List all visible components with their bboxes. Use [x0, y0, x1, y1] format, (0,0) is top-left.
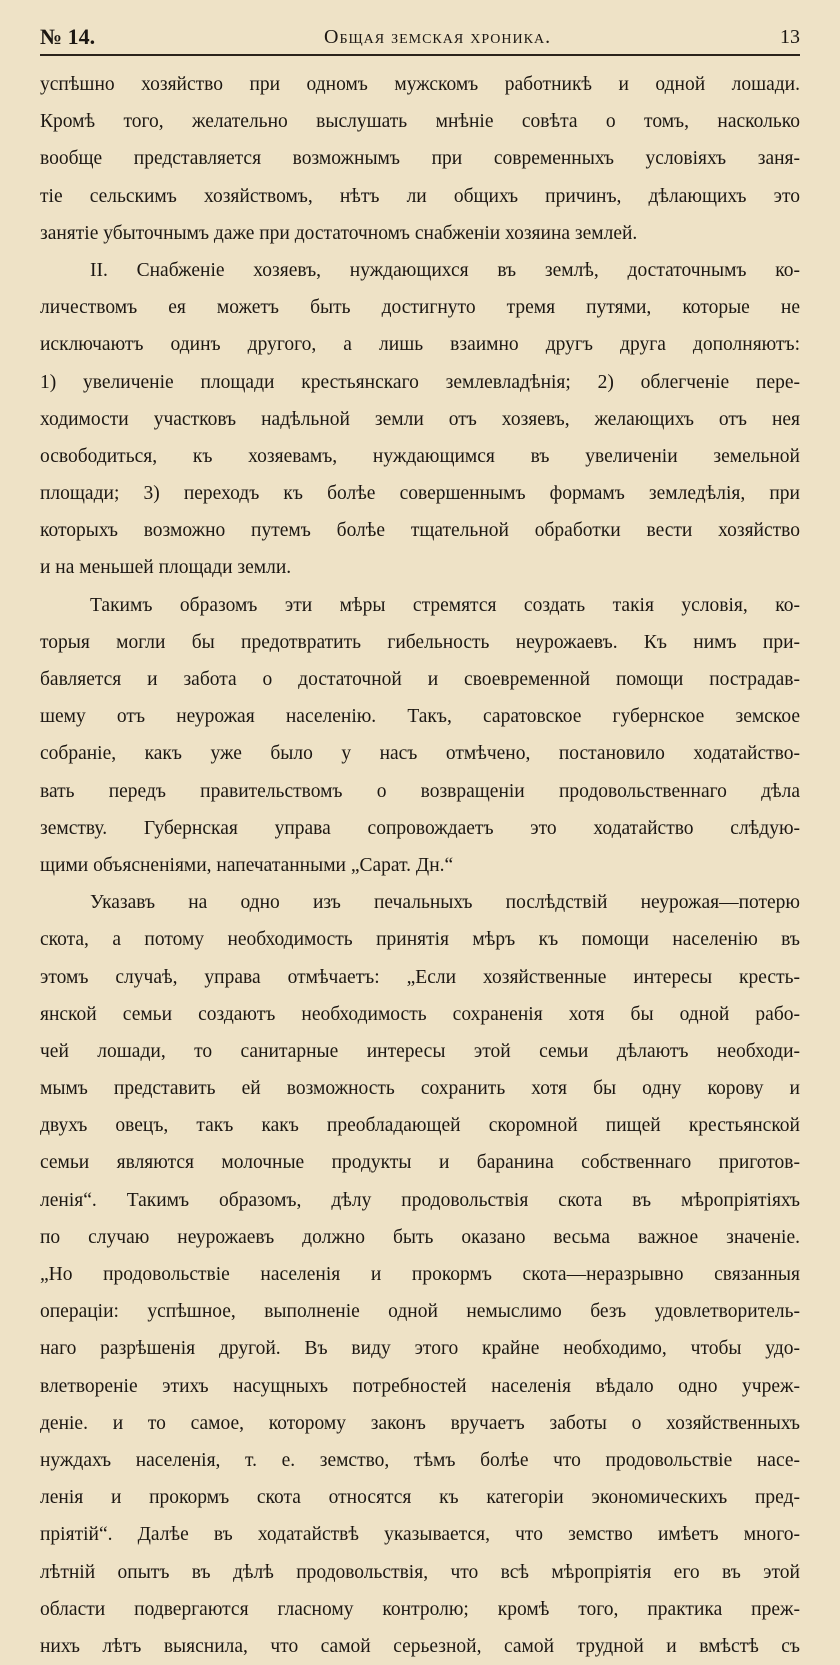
page-number: 13 [780, 25, 800, 48]
text-line: пріятій“. Далѣе въ ходатайствѣ указывается, что земство имѣетъ много- [40, 1524, 800, 1546]
text-line: личествомъ ея можетъ быть достигнуто тремя путями, которые не [40, 297, 800, 319]
text-line: Кромѣ того, желательно выслушать мнѣніе совѣта о томъ, насколько [40, 111, 800, 133]
text-line: влетвореніе этихъ насущныхъ потребностей населенія вѣдало одно учреж- [40, 1375, 800, 1397]
text-line: ленія и прокормъ скота относятся къ категоріи экономическихъ пред- [40, 1487, 800, 1509]
text-line: вообще представляется возможнымъ при современныхъ условіяхъ заня- [40, 148, 800, 170]
text-line: занятіе убыточнымъ даже при достаточномъ снабженіи хозяина землей. [40, 222, 638, 244]
text-line: шему отъ неурожая населенію. Такъ, саратовское губернское земское [40, 706, 800, 728]
text-line: площади; 3) переходъ къ болѣе совершеннымъ формамъ земледѣлія, при [40, 483, 800, 505]
paragraph-first-line: II. Снабженіе хозяевъ, нуждающихся въ землѣ, достаточнымъ ко- [90, 259, 800, 281]
text-line: лѣтній опытъ въ дѣлѣ продовольствія, что всѣ мѣропріятія его въ этой [40, 1561, 800, 1583]
text-line: янской семьи создаютъ необходимость сохраненія хотя бы одной рабо- [40, 1003, 800, 1025]
text-line: семьи являются молочные продукты и баранина собственнаго приготов- [40, 1152, 800, 1174]
text-line: мымъ представить ей возможность сохранить хотя бы одну корову и [40, 1078, 800, 1100]
text-line: нихъ лѣтъ выяснила, что самой серьезной, самой трудной и вмѣстѣ съ [40, 1635, 800, 1657]
text-line: по случаю неурожаевъ должно быть оказано весьма важное значеніе. [40, 1226, 800, 1248]
text-line: чей лошади, то санитарные интересы этой семьи дѣлаютъ необходи- [40, 1040, 800, 1062]
text-line: ленія“. Такимъ образомъ, дѣлу продовольствія скота въ мѣропріятіяхъ [40, 1189, 800, 1211]
text-line: ходимости участковъ надѣльной земли отъ хозяевъ, желающихъ отъ нея [40, 408, 800, 430]
text-line: вать передъ правительствомъ о возвращеніи продовольственнаго дѣла [40, 780, 800, 802]
text-line: скота, а потому необходимость принятія мѣръ къ помощи населенію въ [40, 929, 800, 951]
text-line: операціи: успѣшное, выполненіе одной немыслимо безъ удовлетворитель- [40, 1301, 800, 1323]
text-line: тіе сельскимъ хозяйствомъ, нѣтъ ли общихъ причинъ, дѣлающихъ это [40, 185, 800, 207]
text-line: собраніе, какъ уже было у насъ отмѣчено, постановило ходатайство- [40, 743, 800, 765]
text-line: деніе. и то самое, которому законъ вручаетъ заботы о хозяйственныхъ [40, 1412, 800, 1434]
text-line: исключаютъ одинъ другого, а лишь взаимно другъ друга дополняютъ: [40, 334, 800, 356]
body-text [40, 66, 800, 1665]
text-line: освободиться, къ хозяевамъ, нуждающимся въ увеличеніи земельной [40, 445, 800, 467]
page-header [40, 20, 800, 56]
text-line: бавляется и забота о достаточной и своевременной помощи пострадав- [40, 669, 800, 690]
text-line: этомъ случаѣ, управа отмѣчаетъ: „Если хозяйственные интересы кресть- [40, 966, 800, 988]
paragraph-first-line: Такимъ образомъ эти мѣры стремятся создать такія условія, ко- [90, 594, 800, 616]
paragraph-first-line: Указавъ на одно изъ печальныхъ послѣдствій неурожая—потерю [90, 892, 800, 914]
text-line: двухъ овецъ, такъ какъ преобладающей скоромной пищей крестьянской [40, 1115, 800, 1137]
text-line: которыхъ возможно путемъ болѣе тщательной обработки вести хозяйство [40, 520, 800, 542]
text-line: щими объясненіями, напечатанными „Сарат. Дн.“ [40, 854, 454, 876]
text-line: успѣшно хозяйство при одномъ мужскомъ работникѣ и одной лошади. [40, 74, 800, 95]
running-title: Общая земская хроника. [324, 25, 552, 48]
text-line: области подвергаются гласному контролю; кромѣ того, практика преж- [40, 1598, 800, 1620]
text-line: „Но продовольствіе населенія и прокормъ скота—неразрывно связанныя [40, 1264, 800, 1285]
text-line: наго разрѣшенія другой. Въ виду этого крайне необходимо, чтобы удо- [40, 1338, 800, 1360]
text-line: торыя могли бы предотвратить гибельность неурожаевъ. Къ нимъ при- [40, 631, 800, 653]
text-line: нуждахъ населенія, т. е. земство, тѣмъ болѣе что продовольствіе насе- [40, 1449, 800, 1471]
issue-number: № 14. [40, 24, 96, 49]
text-line: и на меньшей площади земли. [40, 557, 292, 579]
text-line: 1) увеличеніе площади крестьянскаго землевладѣнія; 2) облегченіе пере- [40, 371, 800, 393]
text-line: земству. Губернская управа сопровождаетъ это ходатайство слѣдую- [40, 817, 800, 839]
